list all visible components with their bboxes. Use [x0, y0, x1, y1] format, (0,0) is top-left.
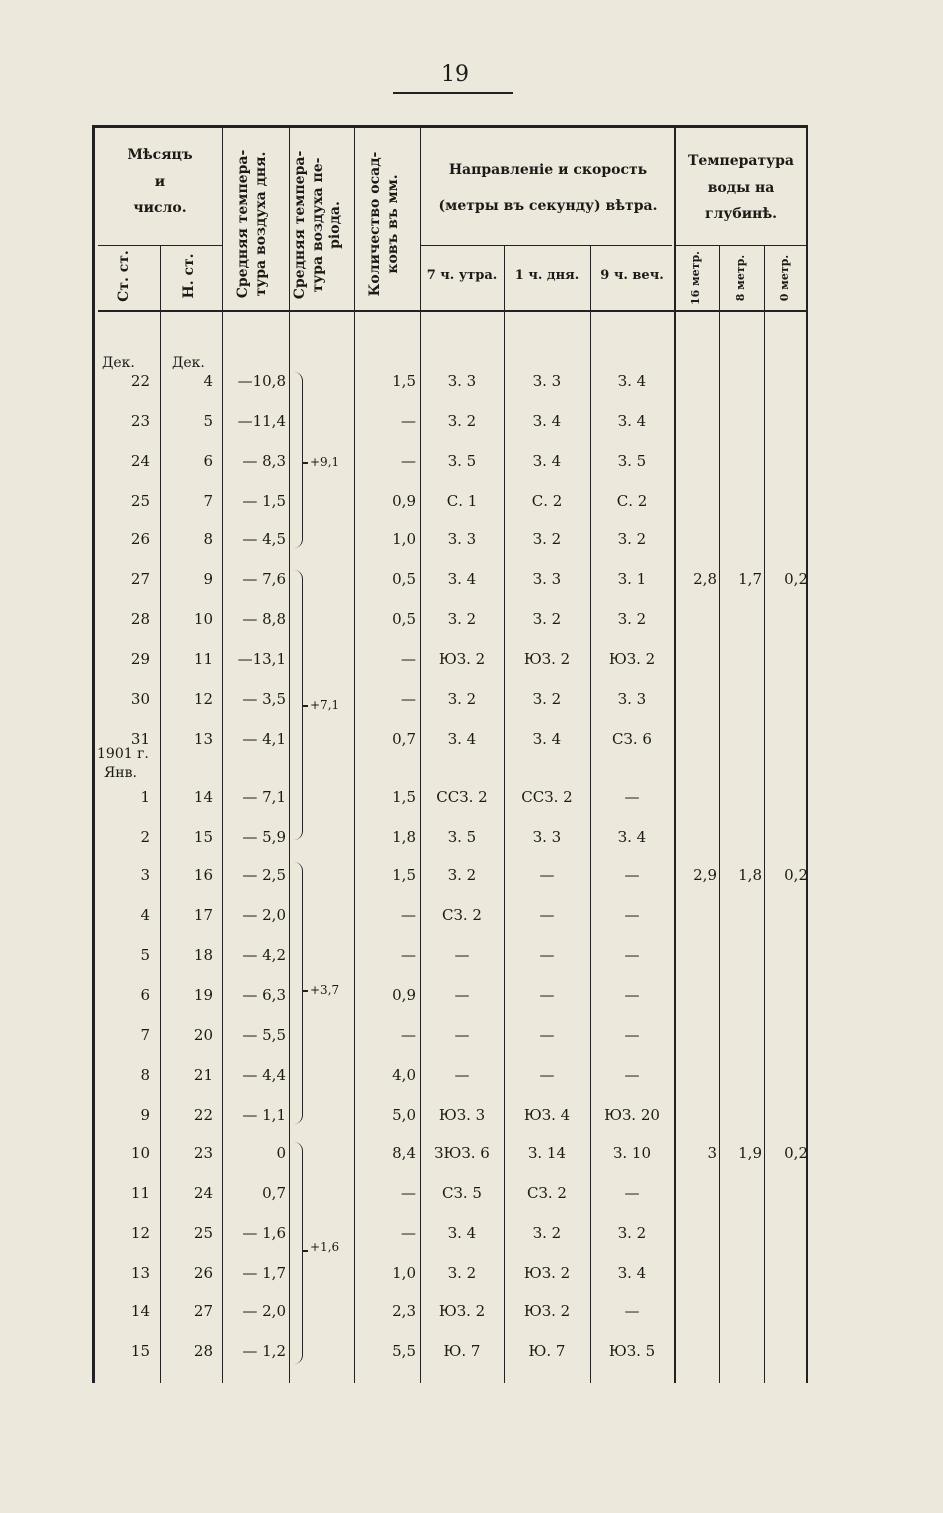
cell-depth-8: 1,7 [738, 570, 762, 588]
cell-wind-morning: З. 2 [447, 866, 477, 884]
cell-temp-day: — 2,0 [242, 1302, 286, 1320]
col-divider-8 [674, 125, 676, 1383]
cell-old-style: 27 [130, 570, 150, 588]
cell-new-style: 9 [203, 570, 213, 588]
cell-old-style: 26 [130, 530, 150, 548]
cell-wind-day: З. 2 [532, 530, 562, 548]
period-brace-4-tip [302, 1250, 308, 1252]
cell-wind-morning: — [454, 1066, 470, 1084]
header-wind-morning: 7 ч. утра. [426, 268, 498, 283]
cell-temp-day: — 5,9 [242, 828, 286, 846]
cell-temp-day: — 4,5 [242, 530, 286, 548]
cell-old-style: 23 [130, 412, 150, 430]
cell-wind-day: ЮЗ. 2 [523, 650, 571, 668]
header-month-line: Мѣсяцъ [127, 147, 193, 163]
cell-temp-day: —10,8 [237, 372, 286, 390]
cell-wind-day: ЮЗ. 2 [523, 1302, 571, 1320]
cell-precip: 5,0 [392, 1106, 416, 1124]
header-subdivider-wind [420, 245, 672, 246]
cell-wind-evening: З. 4 [617, 372, 647, 390]
cell-wind-evening: ЮЗ. 2 [608, 650, 656, 668]
cell-old-style: 15 [130, 1342, 150, 1360]
cell-precip: — [401, 690, 416, 708]
cell-wind-day: З. 2 [532, 690, 562, 708]
cell-new-style: 11 [193, 650, 213, 668]
cell-temp-day: — 6,3 [242, 986, 286, 1004]
cell-wind-day: — [539, 1026, 555, 1044]
cell-precip: 1,8 [392, 828, 416, 846]
cell-new-style: 4 [203, 372, 213, 390]
cell-new-style: 28 [193, 1342, 213, 1360]
header-old-style: Ст. ст. [116, 250, 132, 302]
cell-new-style: 22 [193, 1106, 213, 1124]
month-label-dec-new: Дек. [172, 355, 205, 371]
cell-new-style: 27 [193, 1302, 213, 1320]
cell-wind-morning: СЗ. 5 [442, 1184, 482, 1202]
period-brace-3 [294, 862, 303, 1124]
header-wind-evening: 9 ч. веч. [600, 268, 664, 283]
cell-precip: 0,5 [392, 610, 416, 628]
cell-precip: 2,3 [392, 1302, 416, 1320]
cell-precip: 0,5 [392, 570, 416, 588]
cell-wind-day: ЮЗ. 4 [523, 1106, 571, 1124]
cell-temp-day: 0 [276, 1144, 286, 1162]
cell-wind-morning: — [454, 986, 470, 1004]
cell-depth-0: 0,2 [784, 866, 808, 884]
cell-old-style: 3 [140, 866, 150, 884]
cell-temp-day: — 8,3 [242, 452, 286, 470]
cell-wind-morning: З. 5 [447, 452, 477, 470]
cell-new-style: 23 [193, 1144, 213, 1162]
header-avg-temp-day: Средняя темпера- тура воздуха дня. [235, 149, 269, 299]
cell-wind-day: З. 2 [532, 610, 562, 628]
cell-wind-day: С. 2 [531, 492, 563, 510]
cell-wind-morning: ЮЗ. 3 [438, 1106, 486, 1124]
cell-old-style: 9 [140, 1106, 150, 1124]
cell-wind-day: СЗ. 2 [527, 1184, 567, 1202]
cell-precip: — [401, 1224, 416, 1242]
cell-new-style: 5 [203, 412, 213, 430]
header-subdivider-water [676, 245, 806, 246]
cell-wind-day: — [539, 866, 555, 884]
period-label-3: +3,7 [310, 983, 340, 997]
cell-precip: 1,5 [392, 866, 416, 884]
col-divider-2 [222, 125, 223, 1383]
header-depth-0: 0 метр. [778, 254, 791, 302]
cell-wind-day: — [539, 906, 555, 924]
col-divider-7 [590, 245, 591, 1383]
cell-wind-day: ЮЗ. 2 [523, 1264, 571, 1282]
cell-new-style: 12 [193, 690, 213, 708]
cell-wind-morning: З. 4 [447, 1224, 477, 1242]
cell-temp-day: — 1,7 [242, 1264, 286, 1282]
cell-new-style: 15 [193, 828, 213, 846]
header-wind-day: 1 ч. дня. [514, 268, 580, 283]
cell-temp-day: — 5,5 [242, 1026, 286, 1044]
month-label-jan: Янв. [104, 765, 137, 781]
cell-wind-day: Ю. 7 [528, 1342, 566, 1360]
cell-wind-morning: З. 4 [447, 570, 477, 588]
cell-precip: 1,5 [392, 788, 416, 806]
cell-old-style: 12 [130, 1224, 150, 1242]
header-day-line: число. [133, 200, 187, 217]
cell-old-style: 24 [130, 452, 150, 470]
table-top-border [92, 125, 808, 128]
cell-old-style: 1 [140, 788, 150, 806]
cell-temp-day: 0,7 [262, 1184, 286, 1202]
cell-wind-evening: З. 10 [613, 1144, 651, 1162]
cell-wind-evening: ЮЗ. 5 [608, 1342, 656, 1360]
cell-new-style: 20 [193, 1026, 213, 1044]
header-wind-line1: Направленіе и скорость [448, 162, 648, 178]
cell-wind-evening: — [624, 986, 640, 1004]
header-avg-temp-period: Средняя темпера- тура воздуха пе- ріода. [292, 150, 343, 300]
header-wind-line2: (метры въ секунду) вѣтра. [438, 198, 658, 215]
header-depth-8: 8 метр. [734, 254, 747, 302]
cell-new-style: 17 [193, 906, 213, 924]
cell-depth-16: 2,8 [693, 570, 717, 588]
cell-depth-8: 1,8 [738, 866, 762, 884]
cell-precip: 4,0 [392, 1066, 416, 1084]
cell-depth-16: 2,9 [693, 866, 717, 884]
cell-new-style: 21 [193, 1066, 213, 1084]
cell-old-style: 11 [130, 1184, 150, 1202]
cell-wind-morning: — [454, 946, 470, 964]
cell-wind-evening: З. 4 [617, 412, 647, 430]
cell-precip: 1,0 [392, 530, 416, 548]
cell-wind-day: З. 4 [532, 452, 562, 470]
cell-old-style: 7 [140, 1026, 150, 1044]
cell-wind-evening: СЗ. 6 [612, 730, 652, 748]
cell-wind-day: З. 3 [532, 372, 562, 390]
cell-wind-evening: — [624, 866, 640, 884]
cell-temp-day: — 3,5 [242, 690, 286, 708]
cell-wind-morning: З. 2 [447, 412, 477, 430]
cell-old-style: 2 [140, 828, 150, 846]
cell-new-style: 7 [203, 492, 213, 510]
cell-new-style: 8 [203, 530, 213, 548]
cell-new-style: 25 [193, 1224, 213, 1242]
cell-old-style: 8 [140, 1066, 150, 1084]
cell-old-style: 6 [140, 986, 150, 1004]
cell-wind-day: ССЗ. 2 [521, 788, 573, 806]
cell-new-style: 13 [193, 730, 213, 748]
cell-wind-evening: З. 2 [617, 530, 647, 548]
table-header-bottom-border [98, 310, 808, 312]
col-divider-9 [719, 245, 720, 1383]
table-left-border [92, 125, 95, 1383]
cell-wind-evening: — [624, 1026, 640, 1044]
cell-wind-evening: — [624, 1302, 640, 1320]
period-brace-2-tip [302, 705, 308, 707]
col-divider-1 [160, 245, 161, 1383]
cell-wind-evening: З. 4 [617, 1264, 647, 1282]
cell-wind-day: З. 4 [532, 730, 562, 748]
header-precipitation: Количество осад- ковъ въ мм. [367, 151, 401, 297]
header-new-style: Н. ст. [181, 253, 197, 299]
cell-depth-8: 1,9 [738, 1144, 762, 1162]
cell-wind-evening: — [624, 946, 640, 964]
period-label-1: +9,1 [310, 455, 340, 469]
period-brace-1 [294, 372, 303, 548]
cell-depth-0: 0,2 [784, 570, 808, 588]
header-depth-16: 16 метр. [689, 250, 702, 306]
cell-precip: — [401, 412, 416, 430]
cell-temp-day: — 8,8 [242, 610, 286, 628]
cell-precip: 0,9 [392, 986, 416, 1004]
cell-wind-morning: ССЗ. 2 [436, 788, 488, 806]
cell-temp-day: — 1,5 [242, 492, 286, 510]
month-label-dec-old: Дек. [102, 355, 135, 371]
cell-precip: — [401, 1184, 416, 1202]
header-and-line: и [154, 173, 166, 190]
period-brace-4 [294, 1142, 303, 1364]
period-label-4: +1,6 [310, 1240, 340, 1254]
header-month-day [98, 142, 222, 222]
period-brace-1-tip [302, 462, 308, 464]
cell-precip: 0,7 [392, 730, 416, 748]
cell-temp-day: —13,1 [237, 650, 286, 668]
cell-wind-morning: З. 4 [447, 730, 477, 748]
col-divider-4 [354, 125, 355, 1383]
cell-wind-day: З. 3 [532, 828, 562, 846]
cell-wind-day: З. 4 [532, 412, 562, 430]
cell-temp-day: — 1,6 [242, 1224, 286, 1242]
cell-precip: — [401, 946, 416, 964]
cell-temp-day: — 1,1 [242, 1106, 286, 1124]
cell-temp-day: — 7,1 [242, 788, 286, 806]
cell-precip: 8,4 [392, 1144, 416, 1162]
cell-new-style: 24 [193, 1184, 213, 1202]
header-water-temp [676, 148, 806, 228]
cell-wind-evening: — [624, 788, 640, 806]
cell-old-style: 29 [130, 650, 150, 668]
header-water-line3: глубинѣ. [704, 206, 778, 223]
cell-wind-evening: — [624, 1066, 640, 1084]
cell-old-style: 4 [140, 906, 150, 924]
cell-temp-day: — 4,2 [242, 946, 286, 964]
cell-wind-evening: З. 4 [617, 828, 647, 846]
cell-wind-morning: З. 3 [447, 372, 477, 390]
cell-wind-evening: З. 5 [617, 452, 647, 470]
cell-wind-morning: Ю. 7 [443, 1342, 481, 1360]
cell-wind-day: — [539, 946, 555, 964]
cell-wind-morning: З. 2 [447, 690, 477, 708]
cell-wind-morning: ЮЗ. 2 [438, 1302, 486, 1320]
cell-wind-day: З. 14 [528, 1144, 566, 1162]
cell-precip: — [401, 452, 416, 470]
cell-old-style: 10 [130, 1144, 150, 1162]
cell-new-style: 6 [203, 452, 213, 470]
cell-precip: 1,5 [392, 372, 416, 390]
cell-new-style: 26 [193, 1264, 213, 1282]
cell-new-style: 14 [193, 788, 213, 806]
cell-temp-day: — 1,2 [242, 1342, 286, 1360]
page-number: 19 [441, 62, 469, 87]
cell-precip: — [401, 1026, 416, 1044]
cell-temp-day: — 2,0 [242, 906, 286, 924]
col-divider-10 [764, 245, 765, 1383]
cell-wind-morning: З. 3 [447, 530, 477, 548]
cell-old-style: 22 [130, 372, 150, 390]
cell-depth-0: 0,2 [784, 1144, 808, 1162]
cell-wind-evening: ЮЗ. 20 [604, 1106, 660, 1124]
header-water-line2: воды на [707, 179, 775, 196]
cell-wind-day: — [539, 986, 555, 1004]
cell-wind-morning: СЗ. 2 [442, 906, 482, 924]
table-right-border [806, 125, 808, 1383]
cell-new-style: 10 [193, 610, 213, 628]
cell-wind-evening: З. 1 [617, 570, 647, 588]
col-divider-5 [420, 125, 421, 1383]
header-wind [422, 152, 674, 225]
cell-wind-morning: ЗЮЗ. 6 [434, 1144, 490, 1162]
cell-wind-evening: — [624, 906, 640, 924]
cell-wind-evening: З. 2 [617, 610, 647, 628]
cell-precip: 0,9 [392, 492, 416, 510]
cell-wind-evening: З. 2 [617, 1224, 647, 1242]
cell-temp-day: —11,4 [237, 412, 286, 430]
col-divider-6 [504, 245, 505, 1383]
cell-wind-morning: З. 5 [447, 828, 477, 846]
page-number-rule [393, 92, 513, 94]
cell-old-style: 13 [130, 1264, 150, 1282]
cell-old-style: 30 [130, 690, 150, 708]
cell-temp-day: — 2,5 [242, 866, 286, 884]
cell-wind-morning: ЮЗ. 2 [438, 650, 486, 668]
cell-wind-morning: З. 2 [447, 610, 477, 628]
month-label-year: 1901 г. [97, 746, 149, 762]
period-label-2: +7,1 [310, 698, 340, 712]
cell-precip: 1,0 [392, 1264, 416, 1282]
cell-temp-day: — 4,1 [242, 730, 286, 748]
cell-old-style: 14 [130, 1302, 150, 1320]
cell-wind-evening: З. 3 [617, 690, 647, 708]
cell-wind-evening: — [624, 1184, 640, 1202]
cell-old-style: 28 [130, 610, 150, 628]
cell-wind-evening: С. 2 [616, 492, 648, 510]
cell-precip: — [401, 906, 416, 924]
cell-temp-day: — 4,4 [242, 1066, 286, 1084]
cell-temp-day: — 7,6 [242, 570, 286, 588]
cell-wind-day: З. 3 [532, 570, 562, 588]
cell-depth-16: 3 [707, 1144, 717, 1162]
cell-new-style: 16 [193, 866, 213, 884]
cell-wind-morning: — [454, 1026, 470, 1044]
cell-precip: — [401, 650, 416, 668]
cell-wind-morning: З. 2 [447, 1264, 477, 1282]
cell-old-style: 31 [130, 730, 150, 748]
cell-old-style: 25 [130, 492, 150, 510]
cell-new-style: 19 [193, 986, 213, 1004]
cell-new-style: 18 [193, 946, 213, 964]
cell-wind-day: З. 2 [532, 1224, 562, 1242]
period-brace-3-tip [302, 990, 308, 992]
cell-precip: 5,5 [392, 1342, 416, 1360]
cell-wind-morning: С. 1 [446, 492, 478, 510]
cell-old-style: 5 [140, 946, 150, 964]
cell-wind-day: — [539, 1066, 555, 1084]
header-water-line1: Температура [688, 153, 794, 169]
col-divider-3 [289, 125, 290, 1383]
